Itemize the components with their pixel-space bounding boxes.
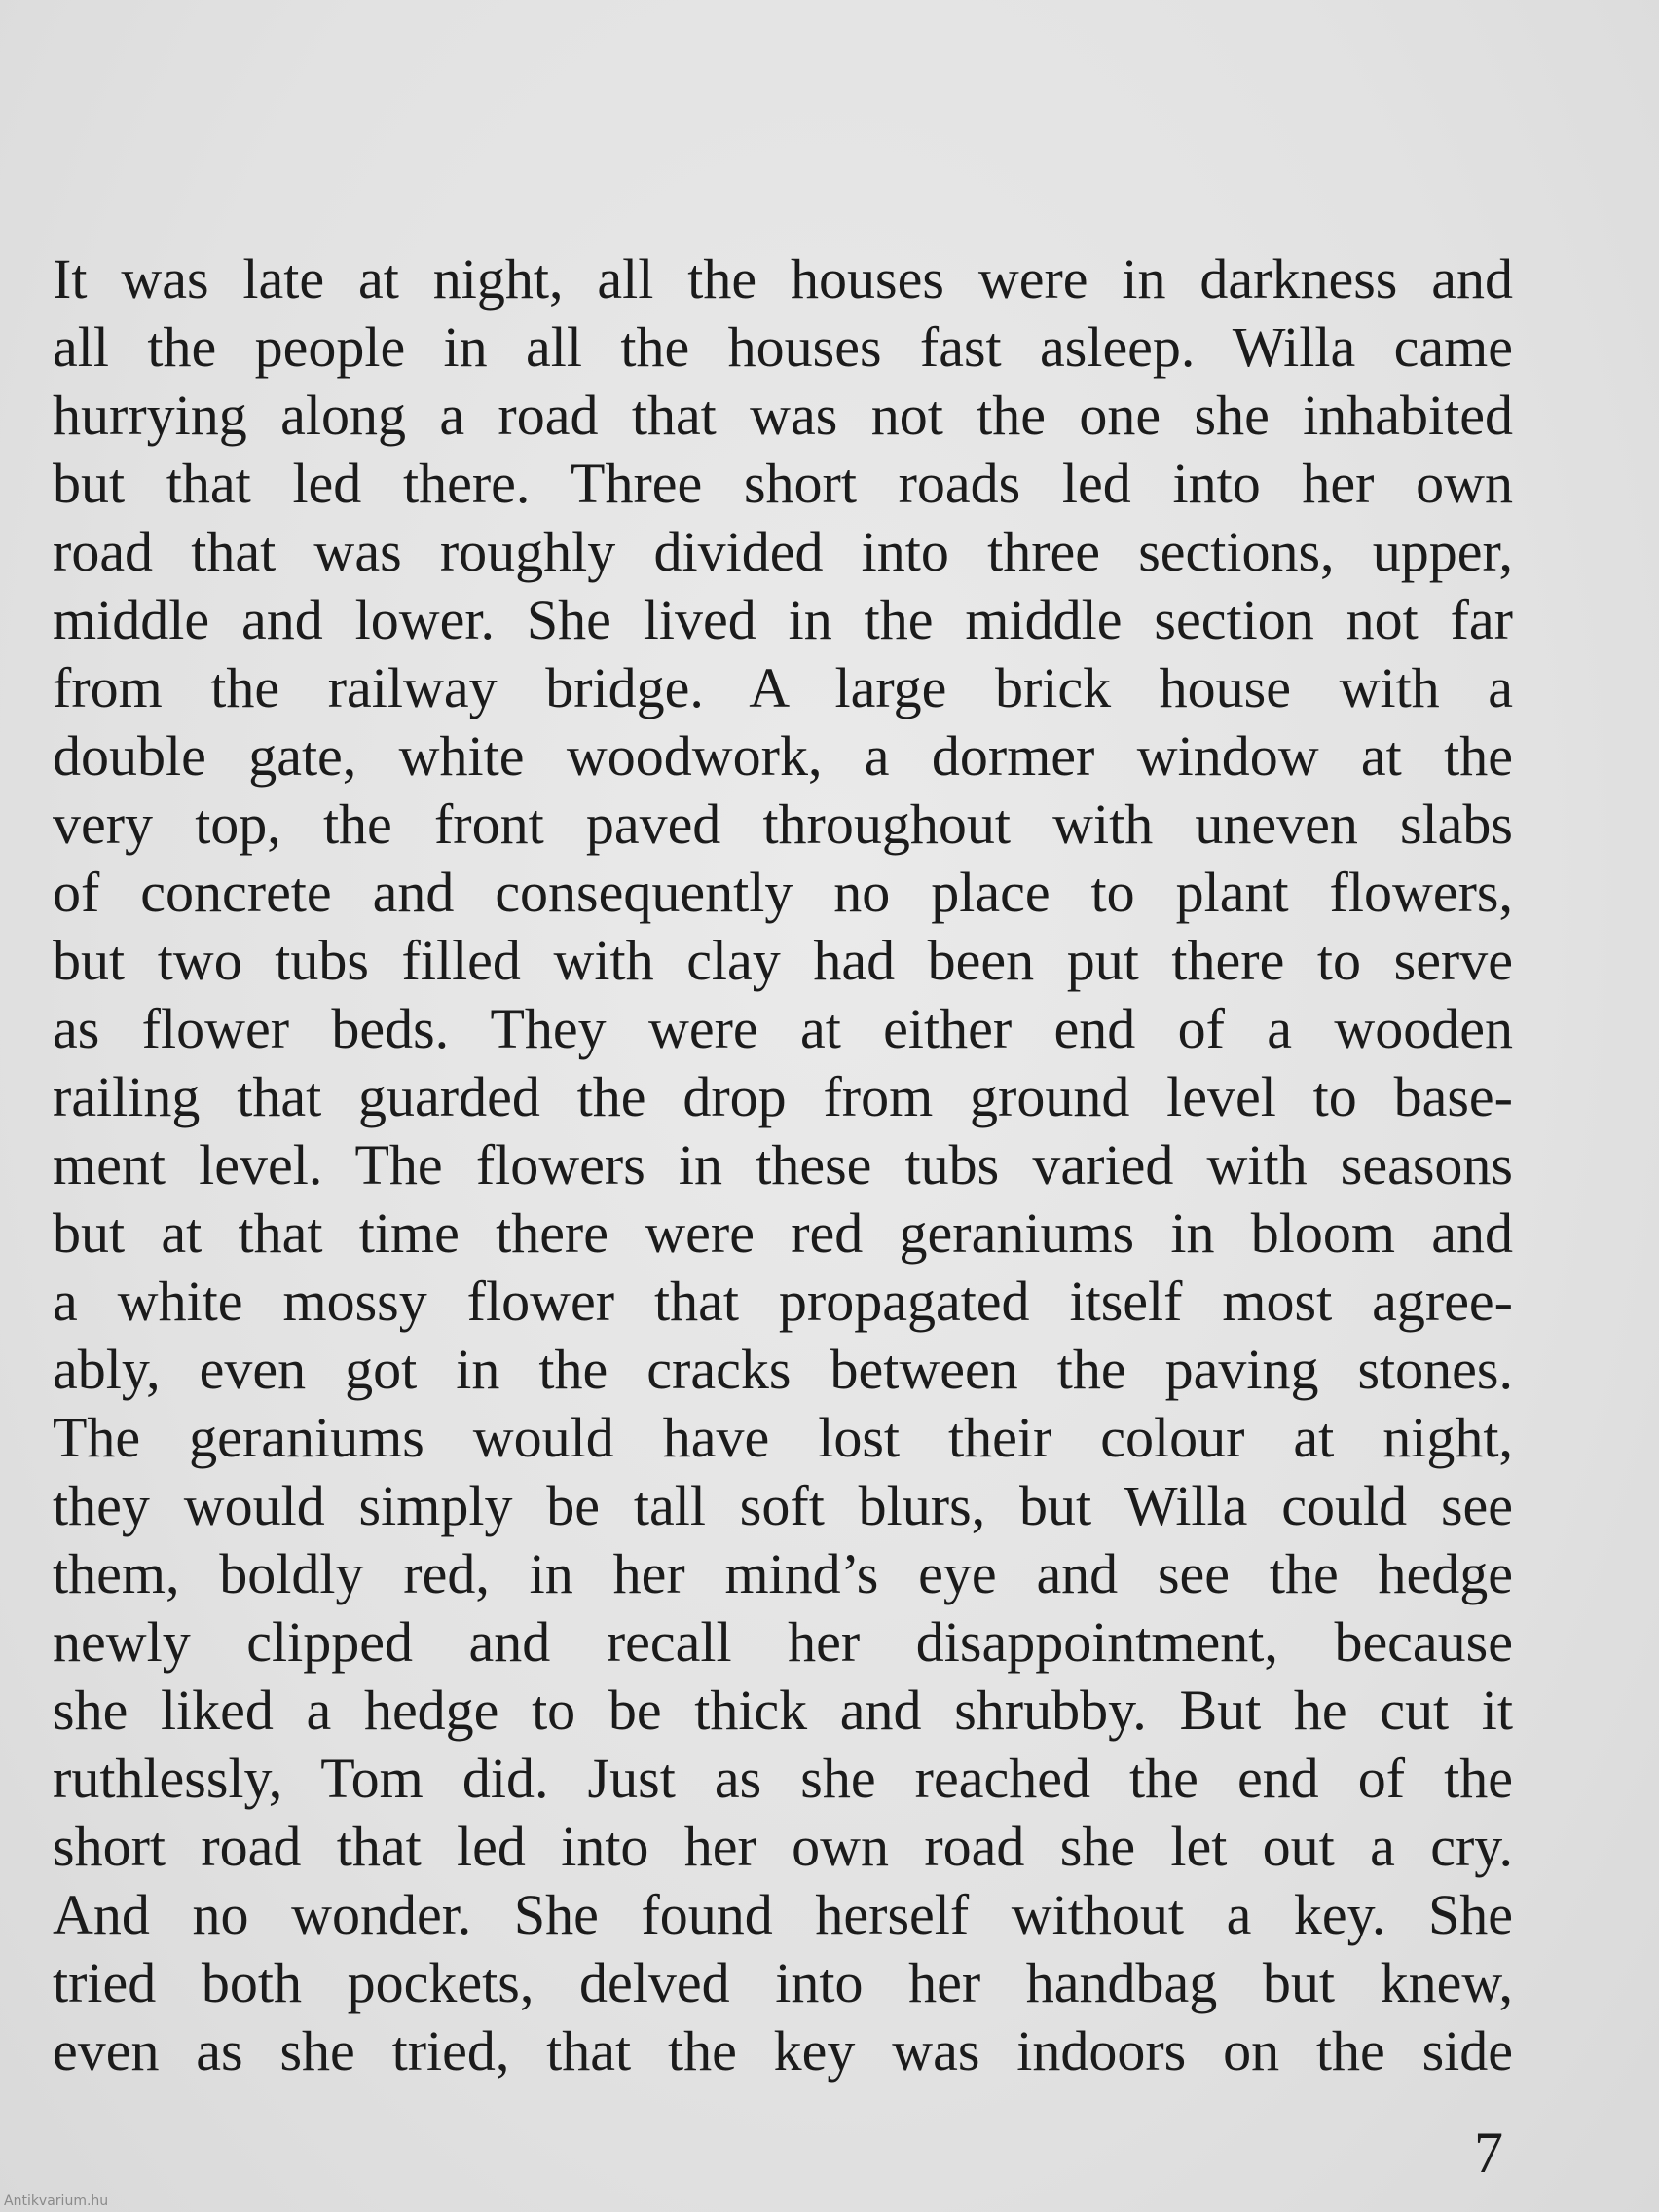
text-line: they would simply be tall soft blurs, but Willa could see xyxy=(53,1474,1513,1537)
text-line: ruthlessly, Tom did. Just as she reached the end of the xyxy=(53,1747,1513,1810)
text-line: hurrying along a road that was not the one she inhabited xyxy=(53,384,1513,447)
text-line: as flower beds. They were at either end of a wooden xyxy=(53,997,1513,1060)
text-line: all the people in all the houses fast asleep. Willa came xyxy=(53,315,1513,379)
text-line: but at that time there were red geraniums in bloom and xyxy=(53,1201,1513,1265)
text-line: railing that guarded the drop from ground level to base- xyxy=(53,1065,1513,1128)
text-line: but that led there. Three short roads led into her own xyxy=(53,452,1513,515)
watermark: Antikvarium.hu xyxy=(4,2194,109,2209)
text-line: from the railway bridge. A large brick house with a xyxy=(53,656,1513,719)
text-line: a white mossy flower that propagated itself most agree- xyxy=(53,1270,1513,1333)
text-line: And no wonder. She found herself without a key. She xyxy=(53,1883,1513,1946)
text-line: newly clipped and recall her disappointment, because xyxy=(53,1610,1513,1674)
page-number: 7 xyxy=(1474,2120,1503,2185)
text-line: ably, even got in the cracks between the paving stones. xyxy=(53,1338,1513,1401)
text-line: It was late at night, all the houses were in darkness and xyxy=(53,247,1513,311)
text-line: short road that led into her own road she let out a cry. xyxy=(53,1815,1513,1878)
text-line: very top, the front paved throughout with uneven slabs xyxy=(53,793,1513,856)
text-line: even as she tried, that the key was indoors on the side xyxy=(53,2019,1513,2083)
text-line: she liked a hedge to be thick and shrubby. But he cut it xyxy=(53,1678,1513,1742)
text-line: tried both pockets, delved into her handbag but knew, xyxy=(53,1951,1513,2014)
text-line: of concrete and consequently no place to plant flowers, xyxy=(53,861,1513,924)
text-line: them, boldly red, in her mind’s eye and see the hedge xyxy=(53,1542,1513,1605)
text-line: The geraniums would have lost their colour at night, xyxy=(53,1406,1513,1469)
text-line: double gate, white woodwork, a dormer window at the xyxy=(53,724,1513,788)
text-line: ment level. The flowers in these tubs varied with seasons xyxy=(53,1133,1513,1197)
body-text xyxy=(53,245,1513,2085)
text-line: but two tubs filled with clay had been put there to serve xyxy=(53,929,1513,992)
text-line: middle and lower. She lived in the middle section not far xyxy=(53,588,1513,651)
text-line: road that was roughly divided into three sections, upper, xyxy=(53,520,1513,583)
